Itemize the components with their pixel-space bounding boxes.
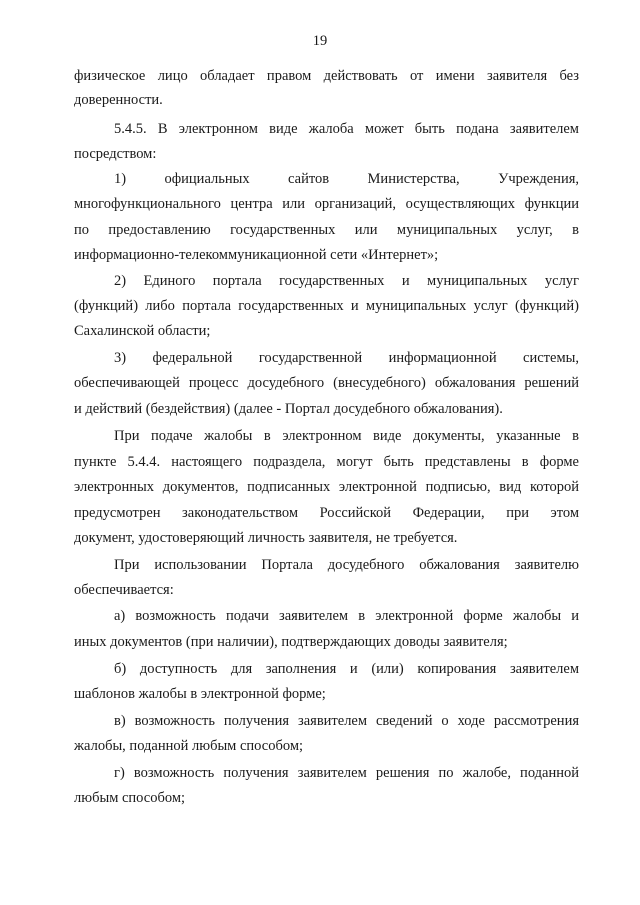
text-line: б) доступность для заполнения и (или) копирования заявителем	[114, 661, 579, 677]
text-line: 3) федеральной государственной информационной системы,	[114, 350, 579, 366]
text-line: документ, удостоверяющий личность заявителя, не требуется.	[74, 530, 458, 546]
text-line: многофункционального центра или организаций, осуществляющих функции	[74, 196, 579, 212]
text-line: доверенности.	[74, 92, 163, 108]
text-line: жалобы, поданной любым способом;	[74, 738, 304, 754]
text-line: посредством:	[74, 146, 157, 162]
text-line: физическое лицо обладает правом действовать от имени заявителя без	[74, 68, 579, 84]
text-line: предусмотрен законодательством Российской Федерации, при этом	[74, 505, 579, 521]
text-line: шаблонов жалобы в электронной форме;	[74, 686, 326, 702]
text-line: 5.4.5. В электронном виде жалоба может быть подана заявителем	[114, 121, 579, 137]
text-line: информационно-телекоммуникационной сети «Интернет»;	[74, 247, 439, 263]
text-line: любым способом;	[74, 790, 186, 806]
text-line: 1) официальных сайтов Министерства, Учреждения,	[114, 171, 579, 187]
text-line: и действий (бездействия) (далее - Портал досудебного обжалования).	[74, 401, 503, 417]
text-line: иных документов (при наличии), подтверждающих доводы заявителя;	[74, 634, 508, 650]
text-line: обеспечивается:	[74, 582, 174, 598]
text-line: При использовании Портала досудебного обжалования заявителю	[114, 557, 579, 573]
text-line: Сахалинской области;	[74, 323, 211, 339]
text-line: пункте 5.4.4. настоящего подраздела, могут быть представлены в форме	[74, 454, 579, 470]
text-line: (функций) либо портала государственных и муниципальных услуг (функций)	[74, 298, 579, 314]
text-line: в) возможность получения заявителем сведений о ходе рассмотрения	[114, 713, 579, 729]
text-line: обеспечивающей процесс досудебного (внесудебного) обжалования решений	[74, 375, 579, 391]
text-line: При подаче жалобы в электронном виде документы, указанные в	[114, 428, 579, 444]
text-line: электронных документов, подписанных электронной подписью, вид которой	[74, 479, 579, 495]
text-line: а) возможность подачи заявителем в электронной форме жалобы и	[114, 608, 579, 624]
text-line: по предоставлению государственных или муниципальных услуг, в	[74, 222, 579, 238]
page-number: 19	[312, 33, 328, 49]
text-line: г) возможность получения заявителем решения по жалобе, поданной	[114, 765, 579, 781]
text-line: 2) Единого портала государственных и муниципальных услуг	[114, 273, 579, 289]
